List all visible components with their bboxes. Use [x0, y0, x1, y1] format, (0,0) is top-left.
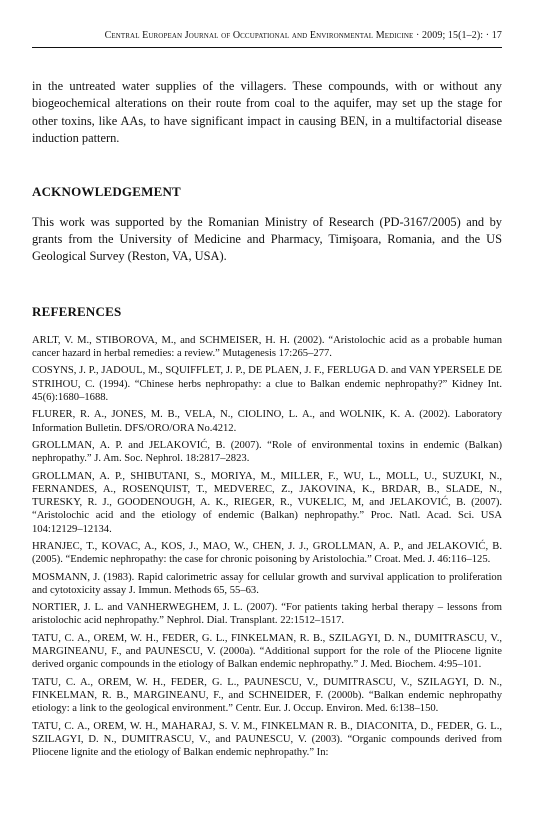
reference-item: COSYNS, J. P., JADOUL, M., SQUIFFLET, J. P., DE PLAEN, J. F., FERLUGA D. and VAN YPERSELE DE STRIHOU, C. (1994). “Chinese herbs nephropathy: a clue to Balkan endemic nephropathy?” Kidney Int. 45(6):1680–1688.	[32, 365, 502, 404]
running-header: Central European Journal of Occupational and Environmental Medicine · 2009; 15(1–2): · 17	[104, 30, 502, 41]
reference-item: TATU, C. A., OREM, W. H., MAHARAJ, S. V. M., FINKELMAN R. B., DIACONITA, D., FEDER, G. L., SZILAGYI, D. N., DUMITRASCU, V., and PAUNESCU, V. (2003). “Organic compounds derived from Pliocene lignite and the etiology of Balkan endemic nephropathy.” In:	[32, 720, 502, 759]
header-rule	[32, 47, 502, 48]
reference-item: GROLLMAN, A. P. and JELAKOVIĆ, B. (2007). “Role of environmental toxins in endemic (Balkan) nephropathy.” J. Am. Soc. Nephrol. 18:2817–2823.	[32, 439, 502, 465]
reference-item: TATU, C. A., OREM, W. H., FEDER, G. L., FINKELMAN, R. B., SZILAGYI, D. N., DUMITRASCU, V., MARGINEANU, F., and PAUNESCU, V. (2000a). “Additional support for the role of the Pliocene lignite derived organic compounds in the etiology of Balkan endemic nephropathy.” J. Med. Biochem. 4:95–101.	[32, 632, 502, 671]
reference-item: GROLLMAN, A. P., SHIBUTANI, S., MORIYA, M., MILLER, F., WU, L., MOLL, U., SUZUKI, N., FERNANDES, A., ROSENQUIST, T., MEDVEREC, Z., JAKOVINA, K., BRDAR, B., SLADE, N., TURESKY, R. J., GOODENOUGH, A. K., RIEGER, R., VUKELIC, M, and JELAKOVIĆ, B. (2007). “Aristolochic acid and the etiology of endemic (Balkan) nephropathy.” Proc. Natl. Acad. Sci. USA 104:12129–12134.	[32, 470, 502, 535]
reference-list	[32, 334, 502, 760]
reference-item: MOSMANN, J. (1983). Rapid calorimetric assay for cellular growth and survival application to proliferation and cytotoxicity assay J. Immun. Methods 65, 55–63.	[32, 571, 502, 596]
reference-item: ARLT, V. M., STIBOROVA, M., and SCHMEISER, H. H. (2002). “Aristolochic acid as a probable human cancer hazard in herbal remedies: a review.” Mutagenesis 17:265–277.	[32, 334, 502, 360]
acknowledgement-heading: ACKNOWLEDGEMENT	[32, 183, 181, 199]
reference-item: HRANJEC, T., KOVAC, A., KOS, J., MAO, W., CHEN, J. J., GROLLMAN, A. P., and JELAKOVIĆ, B. (2005). “Endemic nephropathy: the case for chronic poisoning by Aristolochia.” Croat. Med. J. 46:116–125.	[32, 541, 502, 566]
reference-item: TATU, C. A., OREM, W. H., FEDER, G. L., PAUNESCU, V., DUMITRASCU, V., SZILAGYI, D. N., FINKELMAN, R. B., MARGINEANU, F., and SCHNEIDER, F. (2000b). “Balkan endemic nephropathy etiology: a link to the geological environment.” Centr. Eur. J. Occup. Environ. Med. 6:138–150.	[32, 676, 502, 715]
reference-item: FLURER, R. A., JONES, M. B., VELA, N., CIOLINO, L. A., and WOLNIK, K. A. (2002). Laboratory Information Bulletin. DFS/ORO/ORA No.4212.	[32, 409, 502, 434]
reference-item: NORTIER, J. L. and VANHERWEGHEM, J. L. (2007). “For patients taking herbal therapy – lessons from aristolochic acid nephropathy.” Nephrol. Dial. Transplant. 22:1512–1517.	[32, 602, 502, 627]
page-content	[32, 78, 502, 763]
intro-paragraph: in the untreated water supplies of the villagers. These compounds, with or without any biogeochemical alterations on their route from coal to the aquifer, may set up the stage for other toxins, like AAs, to have significant impact in causing BEN, in a multifactorial disease induction pattern.	[32, 79, 502, 146]
references-heading: REFERENCES	[32, 303, 122, 319]
acknowledgement-text: This work was supported by the Romanian Ministry of Research (PD-3167/2005) and by grants from the University of Medicine and Pharmacy, Timişoara, Romania, and the US Geological Survey (Reston, VA, USA).	[32, 214, 502, 264]
